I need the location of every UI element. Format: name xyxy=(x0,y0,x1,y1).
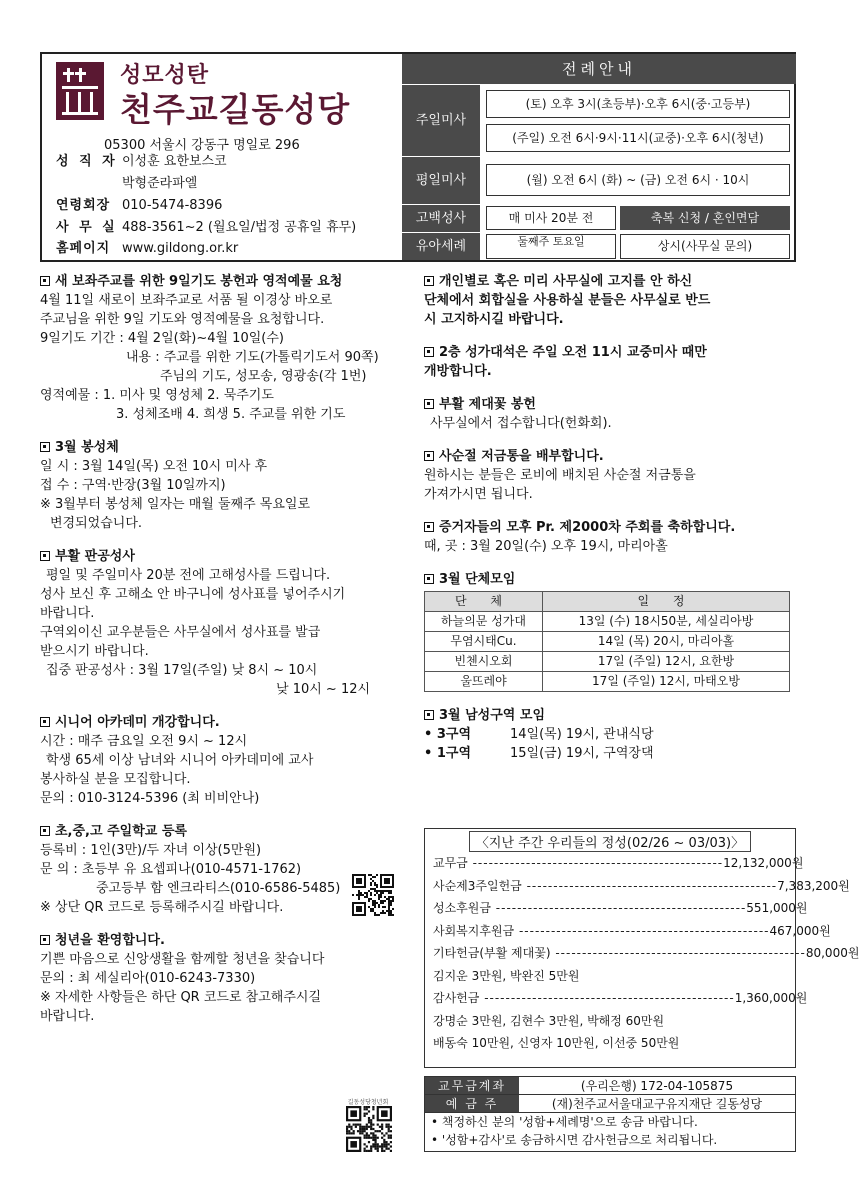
text-line: 접 수 : 구역·반장(3월 10일까지) xyxy=(40,478,226,493)
section-title: 청년을 환영합니다. xyxy=(55,933,165,948)
text-line: 집중 판공성사 : 3월 17일(주일) 낮 8시 ~ 10시 xyxy=(46,663,318,678)
square-bullet-icon xyxy=(424,710,434,720)
baptism-inquiry: 상시(사무실 문의) xyxy=(620,234,790,259)
text-line: 봉사하실 분을 모집합니다. xyxy=(40,772,191,787)
table-cell: 14일 (목) 20시, 마리아홀 xyxy=(543,632,790,652)
square-bullet-icon xyxy=(424,276,434,286)
text-line: 등록비 : 1인(3만)/두 자녀 이상(5만원) xyxy=(40,843,262,858)
text-line: 내용 : 주교를 위한 기도(가톨릭기도서 90쪽) xyxy=(126,350,379,365)
square-bullet-icon xyxy=(40,717,50,727)
section-men-meetings xyxy=(424,706,796,763)
transfer-note-2: • '성함+감사'로 송금하시면 감사헌금으로 처리됩니다. xyxy=(431,1133,718,1147)
bulletin-header xyxy=(40,52,796,262)
table-cell: 울뜨레야 xyxy=(425,672,543,692)
clergy-label: 성 직 자 xyxy=(56,154,118,169)
section-choir-loft xyxy=(424,343,796,381)
account-label: 교무금계좌 xyxy=(425,1077,519,1094)
offerings-title: 〈지난 주간 우리들의 정성(02/26 ~ 03/03)〉 xyxy=(469,831,751,852)
offering-row: 사순제3주일헌금 ----------------------------------------------- 7,383,200원 xyxy=(425,875,795,898)
text-line: 때, 곳 : 3월 20일(수) 오후 19시, 마리아홀 xyxy=(424,539,668,554)
text-line: ※ 3월부터 봉성체 일자는 매월 둘째주 목요일로 xyxy=(40,497,311,512)
square-bullet-icon xyxy=(40,442,50,452)
donor-list: 김지운 3만원, 박완진 5만원 xyxy=(433,968,580,983)
qr-caption: 길동성당청년회 xyxy=(347,1099,389,1106)
office-label: 사 무 실 xyxy=(56,220,118,235)
offering-label: 성소후원금 xyxy=(433,901,491,915)
section-title: 부활 판공성사 xyxy=(55,549,135,564)
text-line: 3. 성체조배 4. 희생 5. 주교를 위한 기도 xyxy=(116,407,346,422)
section-title: 증거자들의 모후 Pr. 제2000차 주회를 축하합니다. xyxy=(439,520,736,535)
square-bullet-icon xyxy=(40,826,50,836)
text-line: 낮 10시 ~ 12시 xyxy=(276,682,371,697)
president-label: 연령회장 xyxy=(56,198,111,213)
office-phone: 488-3561~2 (월요일/법정 공휴일 휴무) xyxy=(122,220,357,235)
offering-amount: 12,132,000원 xyxy=(723,856,804,870)
section-title: 부활 제대꽃 봉헌 xyxy=(439,397,536,412)
offering-label: 교무금 xyxy=(433,856,468,870)
square-bullet-icon xyxy=(424,399,434,409)
text-line: 기쁜 마음으로 신앙생활을 함께할 청년을 찾습니다 xyxy=(40,952,325,967)
text-line: 사무실에서 접수합니다(헌화회). xyxy=(430,416,612,431)
account-row xyxy=(425,1077,795,1095)
table-header-row xyxy=(425,592,790,612)
text-line: 4월 11일 새로이 보좌주교로 서품 될 이경상 바오로 xyxy=(40,293,333,308)
section-sunday-school xyxy=(40,822,400,917)
text-line: 9일기도 기간 : 4월 2일(화)~4월 10일(수) xyxy=(40,331,284,346)
district-name: • 3구역 xyxy=(424,727,471,742)
office-info xyxy=(56,220,356,236)
table-row xyxy=(425,612,790,632)
square-bullet-icon xyxy=(424,451,434,461)
section-youth xyxy=(40,931,400,1026)
text-line: 변경되었습니다. xyxy=(50,516,143,531)
clergy-info xyxy=(56,154,227,170)
confession-time: 매 미사 20분 전 xyxy=(486,206,616,230)
text-line: 가져가시면 됩니다. xyxy=(424,487,533,502)
text-line: 문 의 : 초등부 유 요셉피나(010-4571-1762) xyxy=(40,862,302,877)
square-bullet-icon xyxy=(40,935,50,945)
church-info xyxy=(42,54,402,260)
section-group-meetings xyxy=(424,570,796,692)
church-title: 천주교길동성당 xyxy=(120,90,351,129)
table-row xyxy=(425,672,790,692)
district-schedule: 15일(금) 19시, 구역장댁 xyxy=(510,746,654,761)
section-title: 3월 봉성체 xyxy=(55,440,119,455)
baptism-time: 둘째주 토요일 xyxy=(486,234,616,259)
homepage-link[interactable]: www.gildong.or.kr xyxy=(122,241,239,256)
section-title: 시니어 아카데미 개강합니다. xyxy=(55,715,220,730)
text-line: 일 시 : 3월 14일(목) 오전 10시 미사 후 xyxy=(40,459,268,474)
section-senior-academy xyxy=(40,713,400,808)
account-number: (우리은행) 172-04-105875 xyxy=(580,1079,734,1093)
text-line: 받으시기 바랍니다. xyxy=(40,644,149,659)
offering-amount: 551,000원 xyxy=(746,901,808,915)
offering-label: 사회복지후원금 xyxy=(433,923,515,938)
table-cell: 17일 (주일) 12시, 마태오방 xyxy=(543,672,790,692)
offerings-box xyxy=(424,828,859,1068)
text-line: 성사 보신 후 고해소 안 바구니에 성사표를 넣어주시기 xyxy=(40,587,346,602)
offering-label: 감사헌금 xyxy=(433,991,480,1005)
table-header: 일 정 xyxy=(543,592,790,612)
table-header: 단 체 xyxy=(425,592,543,612)
president-phone: 010-5474-8396 xyxy=(122,198,223,213)
section-title: 사순절 저금통을 배부합니다. xyxy=(439,449,604,464)
text-line: 시간 : 매주 금요일 오전 9시 ~ 12시 xyxy=(40,734,248,749)
list-item xyxy=(424,744,796,763)
text-line: 문의 : 010-3124-5396 (최 비비안나) xyxy=(40,791,260,806)
text-line: ※ 상단 QR 코드로 등록해주시길 바랍니다. xyxy=(40,900,284,915)
square-bullet-icon xyxy=(424,347,434,357)
offering-row: 성소후원금 ----------------------------------------------- 551,000원 xyxy=(425,897,795,920)
clergy-name-2: 박형준라파엘 xyxy=(122,176,198,191)
section-easter-confession xyxy=(40,547,400,699)
offering-row: 감사헌금 ----------------------------------------------- 1,360,000원 xyxy=(425,987,795,1010)
square-bullet-icon xyxy=(424,522,434,532)
weekday-mass-label: 평일미사 xyxy=(402,156,480,204)
section-title: 개인별로 혹은 미리 사무실에 고지를 안 하신 xyxy=(439,274,693,289)
section-auxiliary-bishop xyxy=(40,272,400,424)
donor-list: 강명순 3만원, 김현수 3만원, 박해정 60만원 xyxy=(433,1013,665,1028)
text-line: 평일 및 주일미사 20분 전에 고해성사를 드립니다. xyxy=(46,568,331,583)
table-cell: 무염시태Cu. xyxy=(425,632,543,652)
text-line: 영적예물 : 1. 미사 및 영성체 2. 묵주기도 xyxy=(40,388,274,403)
section-communion-visit xyxy=(40,438,400,533)
offering-row: 사회복지후원금 ----------------------------------------------- 467,000원 xyxy=(425,920,795,943)
sunday-school-qr-icon[interactable] xyxy=(352,874,394,916)
church-address: 05300 서울시 강동구 명일로 296 xyxy=(104,138,300,153)
offering-label: 사순제3주일헌금 xyxy=(433,878,522,893)
youth-qr-icon[interactable] xyxy=(346,1106,392,1152)
church-logo-icon xyxy=(56,62,104,120)
text-line: 주교님을 위한 9일 기도와 영적예물을 요청합니다. xyxy=(40,312,325,327)
section-presidium xyxy=(424,518,796,556)
president-info xyxy=(56,198,222,214)
table-cell: 하늘의문 성가대 xyxy=(425,612,543,632)
district-schedule: 14일(목) 19시, 관내식당 xyxy=(510,727,654,742)
text-line: 학생 65세 이상 남녀와 시니어 아카데미에 교사 xyxy=(46,753,314,768)
offering-amount: 1,360,000원 xyxy=(734,991,808,1005)
section-title: 2층 성가대석은 주일 오전 11시 교중미사 때만 xyxy=(439,345,707,360)
offering-row: 교무금 ----------------------------------------------- 12,132,000원 xyxy=(425,852,795,875)
homepage-label: 홈페이지 xyxy=(56,241,111,256)
text-line: 개방합니다. xyxy=(424,364,492,379)
church-subtitle: 성모성탄 xyxy=(120,63,210,88)
square-bullet-icon xyxy=(40,276,50,286)
section-easter-flowers xyxy=(424,395,796,433)
clergy-name-1: 이성훈 요한보스코 xyxy=(122,154,227,169)
text-line: 중고등부 함 엔크라티스(010-6586-5485) xyxy=(96,881,341,896)
square-bullet-icon xyxy=(40,551,50,561)
right-column xyxy=(424,272,796,763)
weekday-mass-times: (월) 오전 6시 (화) ~ (금) 오전 6시 · 10시 xyxy=(486,164,790,196)
district-name: • 1구역 xyxy=(424,746,471,761)
offering-amount: 7,383,200원 xyxy=(777,878,850,893)
text-line: 단체에서 회합실을 사용하실 분들은 사무실로 반드 xyxy=(424,293,711,308)
table-cell: 17일 (주일) 12시, 요한방 xyxy=(543,652,790,672)
text-line: 바랍니다. xyxy=(40,1009,95,1024)
table-row xyxy=(425,652,790,672)
section-title: 새 보좌주교를 위한 9일기도 봉헌과 영적예물 요청 xyxy=(55,274,343,289)
table-cell: 빈첸시오회 xyxy=(425,652,543,672)
group-meetings-table xyxy=(424,591,790,692)
transfer-note-1: • 책정하신 분의 '성함+세례명'으로 송금 바랍니다. xyxy=(431,1115,698,1129)
confession-label: 고백성사 xyxy=(402,204,480,232)
bank-account-box xyxy=(424,1076,796,1152)
text-line: 문의 : 최 세실리아(010-6243-7330) xyxy=(40,971,256,986)
donor-list: 배동숙 10만원, 신영자 10만원, 이선중 50만원 xyxy=(433,1036,680,1050)
offering-amount: 80,000원 xyxy=(805,946,859,960)
sunday-mass-label: 주일미사 xyxy=(402,84,480,156)
offering-amount: 467,000원 xyxy=(769,923,831,938)
table-cell: 13일 (수) 18시50분, 세실리아방 xyxy=(543,612,790,632)
worship-schedule xyxy=(402,54,796,260)
section-room-notice xyxy=(424,272,796,329)
section-lent-box xyxy=(424,447,796,504)
sunday-mass-saturday: (토) 오후 3시(초등부)·오후 6시(중·고등부) xyxy=(486,90,790,118)
offering-row: 기타헌금(부활 제대꽃) ----------------------------------------------- 80,000원 xyxy=(425,942,795,965)
holder-row xyxy=(425,1095,795,1113)
section-title: 3월 남성구역 모임 xyxy=(439,708,546,723)
text-line: ※ 자세한 사항들은 하단 QR 코드로 참고해주시길 xyxy=(40,990,321,1005)
section-title: 3월 단체모임 xyxy=(439,572,516,587)
baptism-label: 유아세례 xyxy=(402,232,480,260)
sunday-mass-sunday: (주일) 오전 6시·9시·11시(교중)·오후 6시(청년) xyxy=(486,124,790,152)
homepage-info xyxy=(56,241,238,257)
text-line: 원하시는 분들은 로비에 배치된 사순절 저금통을 xyxy=(424,468,696,483)
worship-title: 전례안내 xyxy=(402,54,796,84)
left-column xyxy=(40,272,400,1026)
section-title: 초,중,고 주일학교 등록 xyxy=(55,824,187,839)
text-line: 구역외이신 교우분들은 사무실에서 성사표를 발급 xyxy=(40,625,321,640)
holder-label: 예 금 주 xyxy=(425,1095,519,1112)
table-row xyxy=(425,632,790,652)
offering-label: 기타헌금(부활 제대꽃) xyxy=(433,946,551,960)
holder-name: (재)천주교서울대교구유지재단 길동성당 xyxy=(551,1097,763,1111)
list-item xyxy=(424,725,796,744)
square-bullet-icon xyxy=(424,574,434,584)
text-line: 주님의 기도, 성모송, 영광송(각 1번) xyxy=(160,369,367,384)
blessing-request: 축복 신청 / 혼인면담 xyxy=(620,206,790,230)
text-line: 시 고지하시길 바랍니다. xyxy=(424,312,564,327)
text-line: 바랍니다. xyxy=(40,606,95,621)
